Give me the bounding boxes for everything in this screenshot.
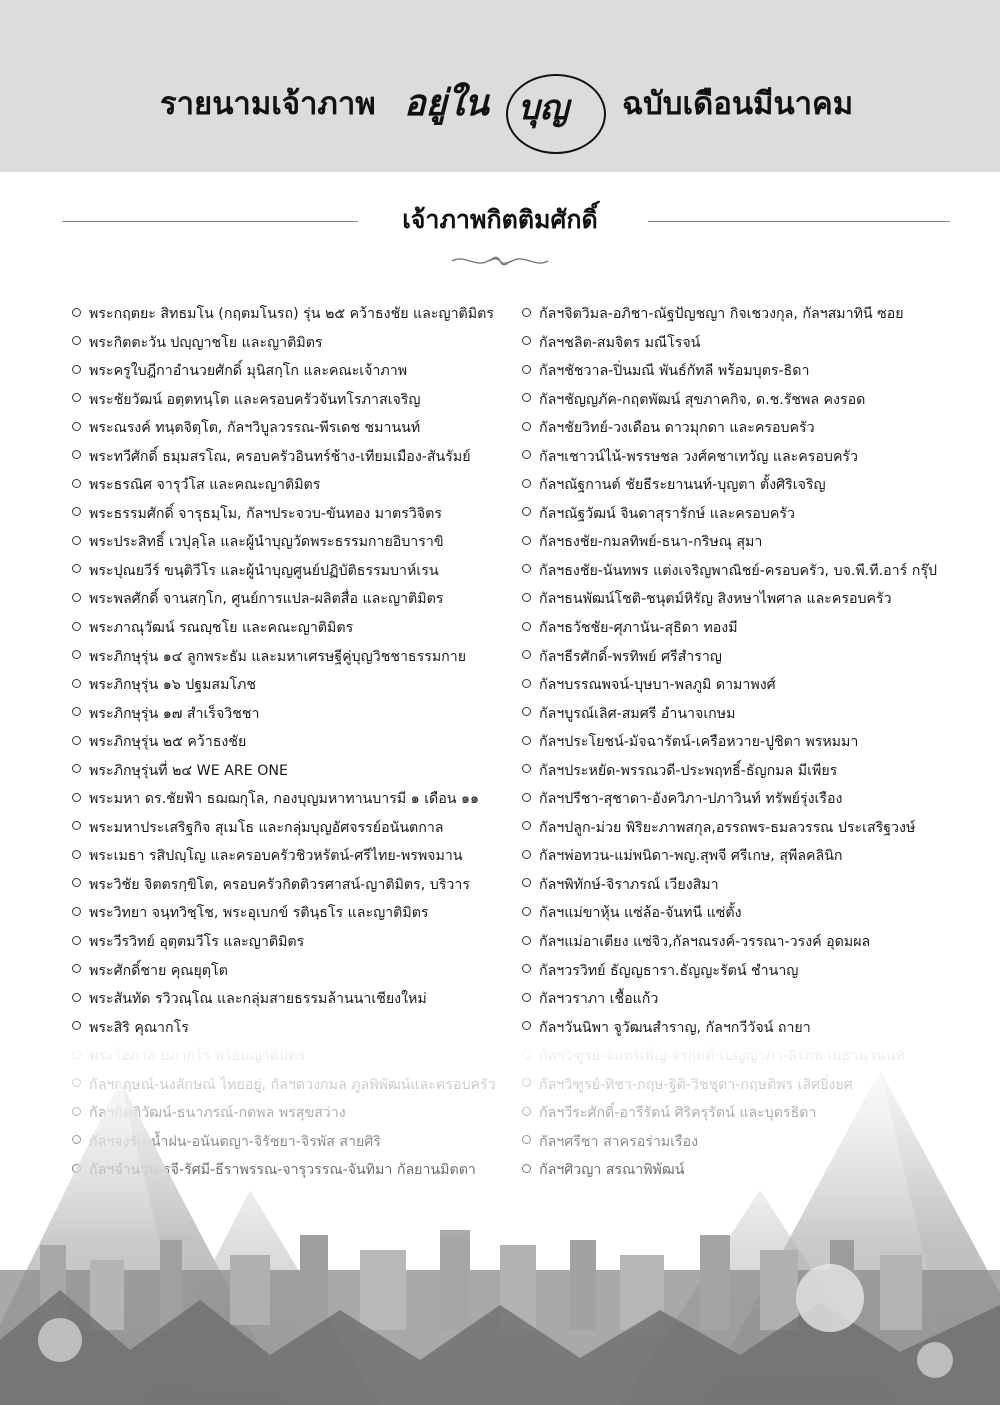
list-item [72,1014,520,1043]
header-left-text: รายนามเจ้าภาพ [160,86,376,122]
bullet-circle-icon [522,736,531,745]
logo-word-2: บุญ [518,88,569,128]
entry-text: กัลฯธวัชชัย-ศุภานัน-สุธิดา ทองมี [539,620,738,637]
bullet-circle-icon [72,365,81,374]
list-item [72,785,520,814]
entry-text: กัลฯณัฐกานต์ ชัยธีระยานนท์-บุญตา ตั้งศิริเจริญ [539,477,826,494]
list-item [72,842,520,871]
bullet-circle-icon [522,479,531,488]
list-item [522,471,992,500]
entry-text: พระประสิทธิ์ เวปุลฺโล และผู้นำบุญวัดพระธรรมกายอิบาราขิ [89,534,444,551]
bullet-circle-icon [522,964,531,973]
list-item [72,614,520,643]
list-item [522,643,992,672]
entry-text: กัลฯพิทักษ์-จิราภรณ์ เวียงสิมา [539,876,719,893]
entry-text: กัลฯบูรณ์เลิศ-สมศรี อำนาจเกษม [539,705,736,722]
entry-text: พระปุณยวีร์ ขนฺติวีโร และผู้นำบุญศูนย์ปฏิบัติธรรมบาห์เรน [89,562,439,579]
list-item [72,500,520,529]
entry-text: พระกฤตยะ สิทธมโน (กฤตมโนรถ) รุ่น ๒๕ คว้าธงชัย และญาติมิตร [89,306,494,322]
entry-text: กัลฯณัฐวัฒน์ จินดาสุรารักษ์ และครอบครัว [539,505,795,522]
list-item [72,443,520,472]
entry-text: พระชัยวัฒน์ อตฺตทนฺโต และครอบครัวจันทโรภาสเจริญ [89,391,421,408]
entry-text: พระเมธา รสิปญฺโญ และครอบครัวชิวหรัตน์-ศรีไทย-พรพจมาน [89,848,463,865]
bullet-circle-icon [72,936,81,945]
bullet-circle-icon [522,507,531,516]
list-item [522,614,992,643]
bullet-circle-icon [522,707,531,716]
bullet-circle-icon [72,308,81,317]
entry-text: พระภิกษุรุ่น ๑๗ สำเร็จวิชชา [89,705,260,722]
list-item [522,814,992,843]
entry-text: พระภาณุวัฒน์ รณญฺชโย และคณะญาติมิตร [89,620,354,637]
entry-text: พระศักดิ์ชาย คุณยุตฺโต [89,962,228,979]
bullet-circle-icon [522,564,531,573]
entry-text: กัลฯบรรณพจน์-บุษบา-พลภูมิ ดามาพงศ์ [539,677,776,694]
entry-text: กัลฯวรวิทย์ ธัญญธารา.ธัญญะรัตน์ ชำนาญ [539,962,799,979]
list-item [72,871,520,900]
bullet-circle-icon [522,336,531,345]
header-right-text: ฉบับเดือนมีนาคม [622,86,854,122]
list-item [522,585,992,614]
list-item [72,985,520,1014]
list-item [72,957,520,986]
list-item [522,528,992,557]
entry-text: กัลฯธีรศักดิ์-พรทิพย์ ศรีสำราญ [539,648,722,665]
bullet-circle-icon [72,793,81,802]
list-item [522,557,992,586]
entry-text: พระวีรวิทย์ อุตฺตมวีโร และญาติมิตร [89,934,305,951]
entry-text: พระธรณิศ จารุวํโส และคณะญาติมิตร [89,477,321,494]
list-item [72,386,520,415]
bullet-circle-icon [72,878,81,887]
list-item [522,500,992,529]
entry-text: กัลฯวราภา เชื้อแก้ว [539,991,659,1008]
bullet-circle-icon [72,764,81,773]
bullet-circle-icon [72,336,81,345]
bullet-circle-icon [72,593,81,602]
list-item [72,585,520,614]
bullet-circle-icon [522,308,531,317]
entry-text: พระสิริ คุณากโร [89,1019,189,1036]
entry-text: กัลฯวันนิพา จูวัฒนสำราญ, กัลฯกวีวัจน์ ถายา [539,1019,811,1036]
list-item [522,671,992,700]
entry-text: กัลฯประหยัด-พรรณวดี-ประพฤทธิ์-ธัญกมล มีเพียร [539,762,838,779]
entry-text: พระภิกษุรุ่น ๑๖ ปฐมสมโภช [89,677,257,694]
entry-text: พระณรงค์ ทนฺตจิตฺโต, กัลฯวิบูลวรรณ-พีรเดช ชมานนท์ [89,420,421,437]
bullet-circle-icon [522,650,531,659]
bullet-circle-icon [72,964,81,973]
publication-logo [398,68,610,158]
list-item [72,471,520,500]
list-item [72,728,520,757]
bullet-circle-icon [522,593,531,602]
list-item [72,671,520,700]
list-item [522,300,992,329]
list-item [72,757,520,786]
bullet-circle-icon [72,650,81,659]
bullet-circle-icon [72,450,81,459]
list-item [72,557,520,586]
entry-text: พระมหา ดร.ชัยฟ้า ธฌฌกุโล, กองบุญมหาทานบารมี ๑ เดือน ๑๑ [89,791,480,808]
entry-text: กัลฯเชาวน์ไน้-พรรษชล วงศ์คชาเทวัญ และครอบครัว [539,448,859,465]
list-item [72,643,520,672]
entry-text: กัลฯชัญญภัค-กฤตพัฒน์ สุขภาคกิจ, ด.ช.รัชพล คงรอด [539,391,866,408]
list-item [522,785,992,814]
entry-text: กัลฯแม่ขาหุ้น แซ่ล้อ-จันทนี แซ่ตั้ง [539,905,742,922]
bullet-circle-icon [522,850,531,859]
list-item [522,329,992,358]
entry-text: พระกิตตะวัน ปญฺญาชโย และญาติมิตร [89,334,323,351]
entry-text: กัลฯประโยชน์-มัจฉารัตน์-เครือหวาย-ปูชิตา พรหมมา [539,734,859,751]
list-item [72,414,520,443]
bullet-circle-icon [72,679,81,688]
bullet-circle-icon [522,764,531,773]
bullet-circle-icon [522,450,531,459]
bullet-circle-icon [522,422,531,431]
list-item [72,357,520,386]
list-item [522,899,992,928]
bullet-circle-icon [522,393,531,402]
entry-text: พระมหาประเสริฐกิจ สุเมโธ และกลุ่มบุญอัศจรรย์อนันตกาล [89,819,444,836]
list-item [522,357,992,386]
bullet-circle-icon [522,993,531,1002]
entry-text: กัลฯธนพัฒน์โชติ-ชนุตม์หิรัญ สิงหษาไพศาล และครอบครัว [539,591,892,608]
entry-text: พระวิชัย จิตตรกฺขิโต, ครอบครัวกิตติวรศาสน์-ญาติมิตร, บริวาร [89,876,470,893]
entry-text: กัลฯพ่อทวน-แม่พนิดา-พญ.สุพจี ศรีเกษ, สุพีลคลินิก [539,848,843,865]
bullet-circle-icon [522,679,531,688]
list-item [522,757,992,786]
entry-text: กัลฯชัยวิทย์-วงเดือน ดาวมุกดา และครอบครัว [539,420,815,437]
list-item [522,842,992,871]
bullet-circle-icon [72,707,81,716]
bullet-circle-icon [72,907,81,916]
bullet-circle-icon [72,536,81,545]
list-item [522,414,992,443]
bullet-circle-icon [522,622,531,631]
logo-word-1: อยู่ใน [404,82,489,124]
bullet-circle-icon [72,1021,81,1030]
bullet-circle-icon [72,736,81,745]
list-item [522,1014,992,1043]
entry-text: พระสันทัด รวิวณฺโณ และกลุ่มสายธรรมล้านนาเชียงใหม่ [89,991,427,1008]
entry-text: กัลฯปลูก-ม่วย พิริยะภาพสกุล,อรรถพร-ธมลวรรณ ประเสริฐวงษ์ [539,819,916,836]
list-item [522,700,992,729]
bullet-circle-icon [72,850,81,859]
bullet-circle-icon [72,422,81,431]
list-item [72,814,520,843]
entry-text: พระครูใบฎีกาอำนวยศักดิ์ มุนิสกฺโก และคณะเจ้าภาพ [89,363,408,380]
list-item [72,329,520,358]
entry-text: พระทวีศักดิ์ ธมฺมสรโณ, ครอบครัวอินทร์ช้าง-เทียมเมือง-สันรัมย์ [89,448,471,465]
bullet-circle-icon [522,821,531,830]
entry-text: กัลฯชลิต-สมจิตร มณีโรจน์ [539,334,701,351]
entry-text: กัลฯธงชัย-กมลทิพย์-ธนา-กริษณุ สุมา [539,534,763,551]
bullet-circle-icon [72,479,81,488]
list-item [522,957,992,986]
entry-text: พระวิทยา จนฺทวิชฺโช, พระอุเบกข์ รตินฺธโร และญาติมิตร [89,905,429,922]
list-item [522,443,992,472]
list-item [72,899,520,928]
entry-text: กัลฯจิตวิมล-อภิชา-ณัฐปัญชญา กิจเชวงกุล, กัลฯสมาทินี ซอย [539,306,904,322]
bullet-circle-icon [522,936,531,945]
bullet-circle-icon [522,1021,531,1030]
bullet-circle-icon [72,993,81,1002]
list-item [72,528,520,557]
ornament-flourish-icon [450,252,550,270]
bullet-circle-icon [72,393,81,402]
bullet-circle-icon [72,564,81,573]
bullet-circle-icon [72,622,81,631]
list-item [522,985,992,1014]
bullet-circle-icon [72,821,81,830]
entry-text: พระภิกษุรุ่น ๑๔ ลูกพระธัม และมหาเศรษฐีคู่บุญวิชชาธรรมกาย [89,648,467,665]
entry-text: กัลฯธงชัย-นันทพร แต่งเจริญพาณิชย์-ครอบครัว, บจ.พี.ที.อาร์ กรุ๊ป [539,562,937,579]
bullet-circle-icon [522,878,531,887]
entry-text: พระภิกษุรุ่น ๒๕ คว้าธงชัย [89,734,247,751]
entry-text: พระภิกษุรุ่นที่ ๒๔ WE ARE ONE [89,762,288,779]
entry-text: กัลฯแม่อาเตียง แซ่จิว,กัลฯณรงค์-วรรณา-วรงค์ อุดมผล [539,934,871,951]
bullet-circle-icon [522,793,531,802]
entry-text: พระพลศักดิ์ จานสกฺโก, ศูนย์การแปล-ผลิตสื่อ และญาติมิตร [89,591,444,608]
list-item [522,871,992,900]
section-title: เจ้าภาพกิตติมศักดิ์ [402,205,598,234]
bullet-circle-icon [522,536,531,545]
entry-text: กัลฯปรีชา-สุชาดา-อังควิภา-ปภาวินท์ ทรัพย์รุ่งเรือง [539,791,843,808]
entry-text: กัลฯชัชวาล-ปิ่นมณี พันธ์กัทลี พร้อมบุตร-ธิดา [539,363,810,380]
list-item [72,300,520,329]
decorative-background-art [0,1040,1000,1405]
list-item [522,928,992,957]
bullet-circle-icon [522,907,531,916]
entry-text: พระธรรมศักดิ์ จารุธมฺโม, กัลฯประจวบ-ขันทอง มาตรวิจิตร [89,505,442,522]
list-item [72,700,520,729]
list-item [522,386,992,415]
bullet-circle-icon [522,365,531,374]
bullet-circle-icon [72,507,81,516]
list-item [522,728,992,757]
title-rule-right [648,221,950,222]
list-item [72,928,520,957]
